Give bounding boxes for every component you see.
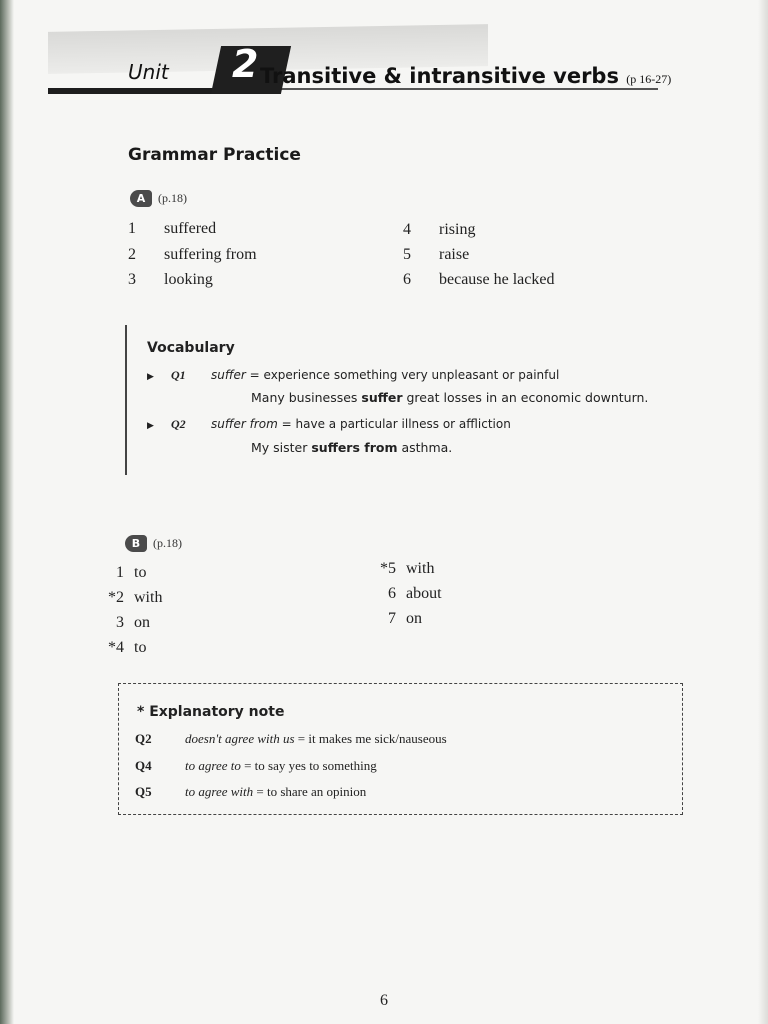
note-question: Q2 [135, 731, 152, 746]
answer-number: 5 [403, 246, 411, 263]
answer-row [96, 614, 150, 632]
answer-number: 2 [128, 246, 136, 263]
answer-row [128, 220, 216, 238]
answer-row [403, 246, 469, 264]
bullet-arrow-icon: ▶ [147, 372, 154, 382]
answer-text: raise [439, 246, 470, 263]
answer-text: suffered [164, 220, 217, 237]
answer-number: 1 [116, 564, 124, 581]
answer-number: 6 [388, 585, 396, 602]
example-text: great losses in an economic downturn. [402, 390, 649, 405]
exercise-a-ref: (p.18) [158, 191, 187, 205]
answer-text: to [134, 564, 147, 581]
answer-text: rising [439, 221, 476, 238]
unit-header [48, 28, 672, 118]
exercise-b-ref: (p.18) [153, 536, 182, 550]
answer-text: because he lacked [439, 271, 555, 288]
header-bar [48, 88, 238, 94]
answer-row [128, 246, 257, 264]
vocabulary-example [251, 390, 648, 405]
note-term: doesn't agree with us [185, 731, 295, 746]
answer-number: *2 [108, 589, 124, 606]
answer-row [96, 639, 146, 657]
example-keyword: suffers from [311, 440, 398, 455]
vocabulary-definition: = have a particular illness or affliction [277, 417, 511, 431]
note-definition: = it makes me sick/nauseous [294, 731, 447, 746]
note-question: Q4 [135, 758, 152, 773]
exercise-b-badge: B [125, 535, 147, 552]
note-term: to agree with [185, 784, 254, 799]
page-shadow-left [0, 0, 14, 1024]
answer-text: on [406, 610, 422, 627]
note-term: to agree to [185, 758, 241, 773]
vocabulary-entry [147, 417, 511, 432]
answer-number: 6 [403, 271, 411, 288]
unit-title [260, 64, 671, 88]
exercise-b-heading [125, 535, 182, 552]
unit-title-text: Transitive & intransitive verbs [260, 64, 619, 88]
vocabulary-title: Vocabulary [147, 340, 235, 356]
note-row [135, 731, 447, 747]
exercise-a-heading [130, 190, 187, 207]
answer-number: *5 [380, 560, 396, 577]
vocabulary-entry [147, 368, 559, 383]
answer-row [96, 589, 162, 607]
vocabulary-question: Q2 [171, 417, 186, 431]
note-row [135, 784, 366, 800]
unit-label: Unit [128, 60, 169, 84]
note-row [135, 758, 377, 774]
answer-number: 3 [116, 614, 124, 631]
answer-row [403, 271, 554, 289]
vocabulary-example [251, 440, 452, 455]
vocabulary-question: Q1 [171, 368, 186, 382]
answer-number: *4 [108, 639, 124, 656]
example-keyword: suffer [361, 390, 403, 405]
explanatory-note-title: * Explanatory note [137, 704, 285, 720]
answer-number: 1 [128, 220, 136, 237]
header-underline [238, 88, 658, 90]
answer-number: 7 [388, 610, 396, 627]
answer-row [96, 564, 146, 582]
vocabulary-definition: = experience something very unpleasant or painful [245, 368, 560, 382]
example-text: asthma. [397, 440, 453, 455]
answer-number: 4 [403, 221, 411, 238]
answer-row [368, 560, 434, 578]
note-question: Q5 [135, 784, 152, 799]
answer-text: looking [164, 271, 213, 288]
unit-pages: (p 16-27) [626, 72, 672, 86]
answer-row [368, 610, 422, 628]
answer-text: to [134, 639, 147, 656]
answer-row [128, 271, 213, 289]
answer-text: with [134, 589, 163, 606]
vocabulary-rule [125, 325, 127, 475]
note-definition: = to share an opinion [253, 784, 367, 799]
unit-number: 2 [232, 42, 259, 86]
vocabulary-term: suffer [211, 368, 246, 382]
vocabulary-term: suffer from [211, 417, 278, 431]
answer-row [403, 221, 475, 239]
page-shadow-right [758, 0, 768, 1024]
bullet-arrow-icon: ▶ [147, 421, 154, 431]
answer-number: 3 [128, 271, 136, 288]
page-number: 6 [380, 992, 388, 1009]
example-text: My sister [251, 440, 312, 455]
answer-text: about [406, 585, 442, 602]
note-definition: = to say yes to something [240, 758, 377, 773]
exercise-a-badge: A [130, 190, 152, 207]
section-title: Grammar Practice [128, 145, 301, 165]
answer-text: suffering from [164, 246, 257, 263]
answer-text: on [134, 614, 150, 631]
example-text: Many businesses [251, 390, 362, 405]
explanatory-note-box [118, 683, 683, 815]
answer-row [368, 585, 442, 603]
answer-text: with [406, 560, 435, 577]
